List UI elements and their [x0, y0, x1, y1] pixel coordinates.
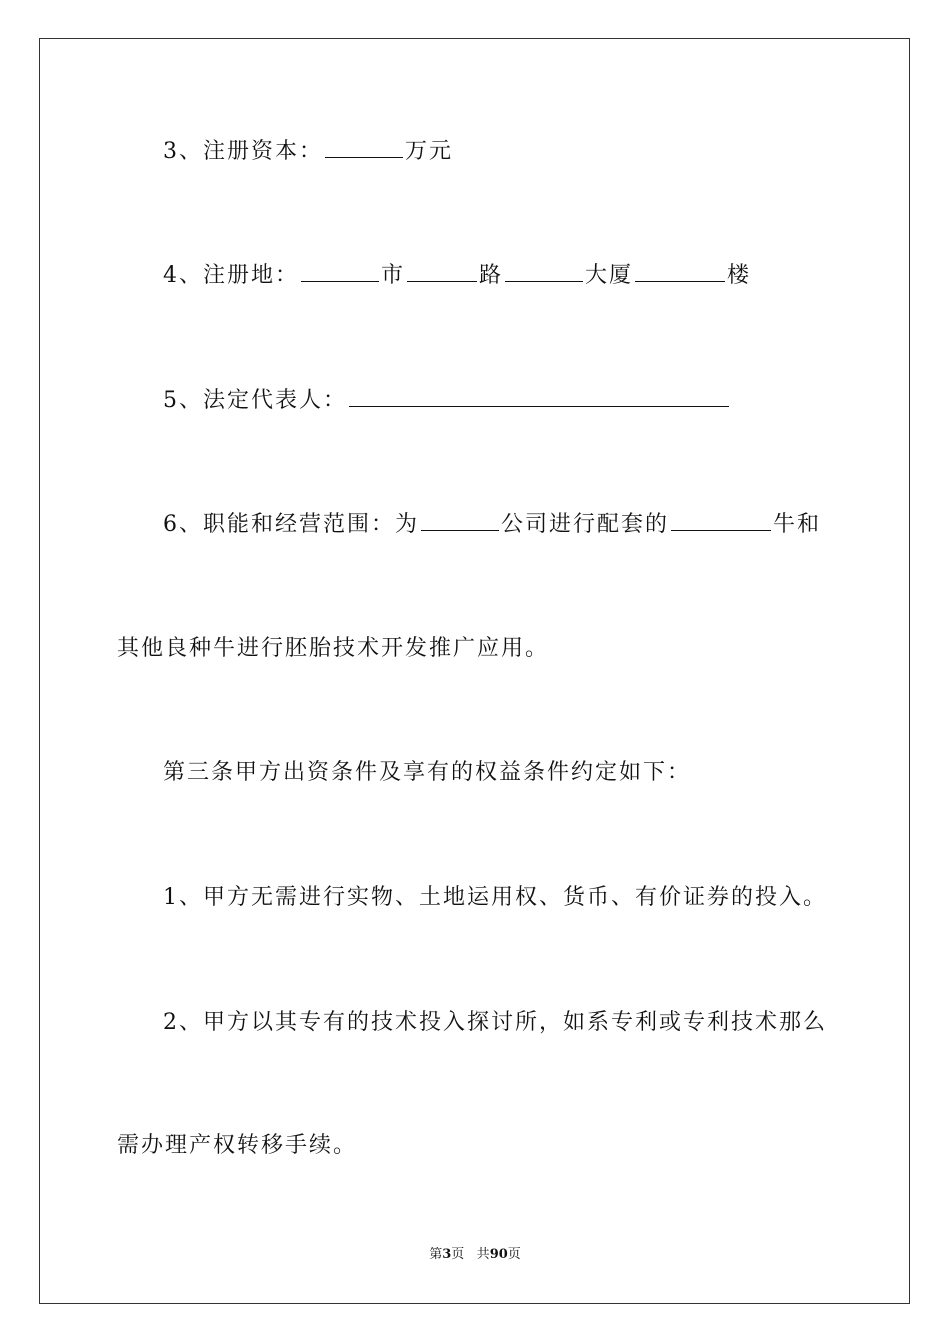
item-6-business-scope: [163, 510, 821, 540]
item-6-continuation: 其他良种牛进行胚胎技术开发推广应用。: [117, 636, 550, 661]
footer-total-suffix: 页: [507, 1247, 521, 1262]
footer-prefix: 第: [429, 1247, 443, 1262]
item-4-road: 路: [479, 263, 504, 288]
floor-blank[interactable]: [635, 261, 725, 282]
item-6-mid: 公司进行配套的: [501, 512, 670, 537]
item-4-floor: 楼: [727, 263, 752, 288]
road-blank[interactable]: [407, 261, 477, 282]
capital-blank[interactable]: [325, 137, 403, 158]
item-3-registered-capital: [163, 137, 453, 167]
building-blank[interactable]: [505, 261, 583, 282]
item-3-label: 3、注册资本：: [163, 139, 323, 164]
article-3-clause-2: 2、甲方以其专有的技术投入探讨所，如系专利或专利技术那么: [163, 1010, 827, 1035]
footer-page-suffix: 页: [451, 1247, 465, 1262]
cattle-breed-blank[interactable]: [671, 510, 771, 531]
page-border: [39, 38, 910, 1304]
item-5-legal-representative: [163, 386, 731, 416]
item-4-label: 4、注册地：: [163, 263, 299, 288]
total-page-count: 90: [489, 1247, 508, 1262]
page-footer: [0, 1246, 950, 1264]
article-3-clause-1: 1、甲方无需进行实物、土地运用权、货币、有价证券的投入。: [163, 885, 827, 910]
city-blank[interactable]: [301, 261, 379, 282]
item-3-suffix: 万元: [405, 139, 454, 164]
item-6-label: 6、职能和经营范围：为: [163, 512, 419, 537]
item-5-label: 5、法定代表人：: [163, 388, 347, 413]
legal-representative-blank[interactable]: [349, 386, 729, 407]
item-4-registered-address: [163, 261, 751, 291]
item-4-building: 大厦: [585, 263, 634, 288]
footer-total-prefix: 共: [476, 1247, 490, 1262]
company-blank[interactable]: [421, 510, 499, 531]
article-3-clause-2-continuation: 需办理产权转移手续。: [117, 1133, 358, 1158]
item-4-city: 市: [381, 263, 406, 288]
item-6-end: 牛和: [773, 512, 822, 537]
article-3-heading: 第三条甲方出资条件及享有的权益条件约定如下：: [163, 760, 692, 785]
current-page-number: 3: [442, 1247, 452, 1262]
